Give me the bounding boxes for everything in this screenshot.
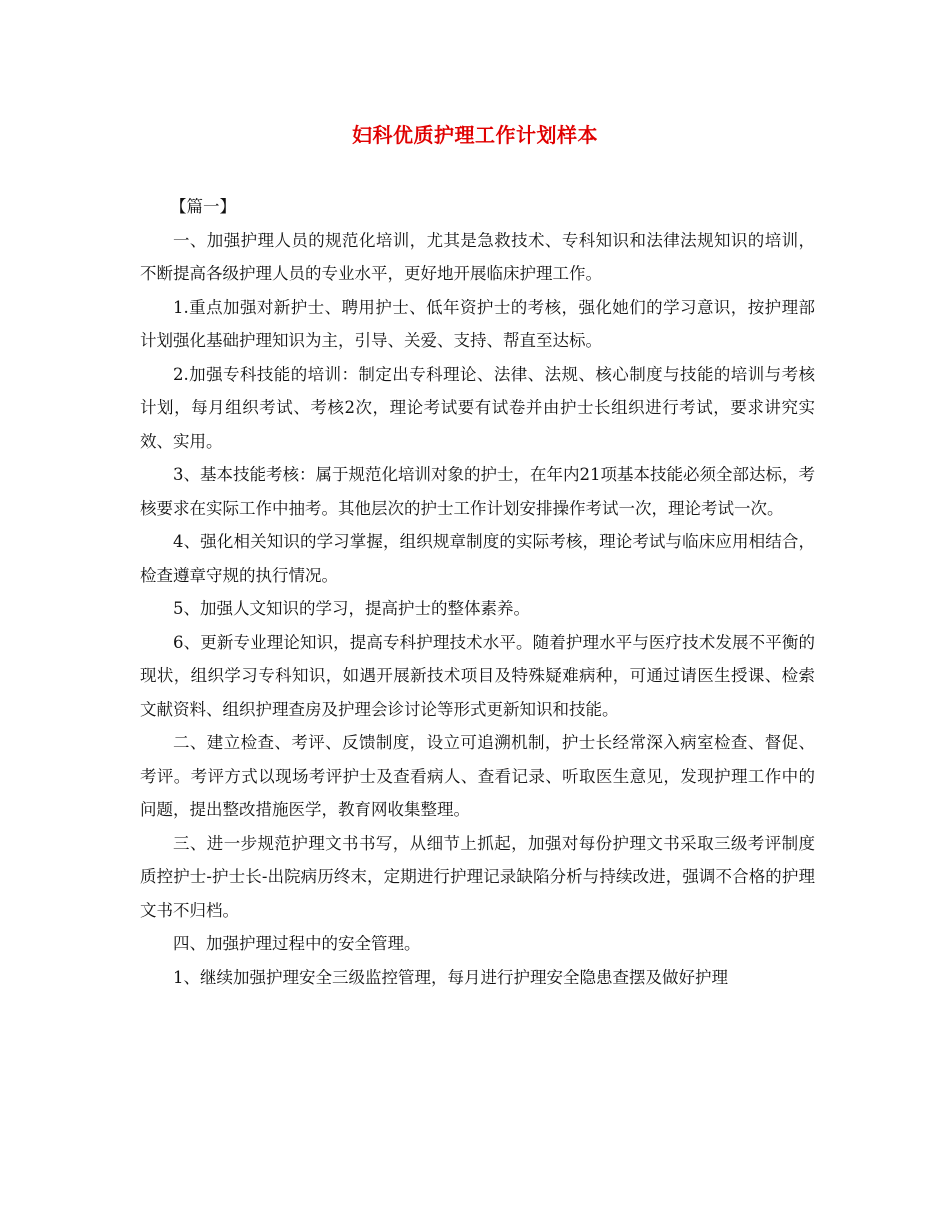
paragraph: 一、加强护理人员的规范化培训，尤其是急救技术、专科知识和法律法规知识的培训，不断提高各级护理人员的专业水平，更好地开展临床护理工作。 xyxy=(140,230,815,283)
paragraph: 1、继续加强护理安全三级监控管理，每月进行护理安全隐患查摆及做好护理 xyxy=(173,967,728,987)
paragraph: 2.加强专科技能的培训：制定出专科理论、法律、法规、核心制度与技能的培训与考核计划，每月组织考试、考核2次，理论考试要有试卷并由护士长组织进行考试，要求讲究实效、实用。 xyxy=(140,364,815,451)
paragraph: 四、加强护理过程中的安全管理。 xyxy=(173,934,421,953)
paragraph: 二、建立检查、考评、反馈制度，设立可追溯机制，护士长经常深入病室检查、督促、考评。考评方式以现场考评护士及查看病人、查看记录、听取医生意见，发现护理工作中的问题，提出整改措施医学，教育网收集整理。 xyxy=(140,733,815,819)
paragraph: 6、更新专业理论知识，提高专科护理技术水平。随着护理水平与医疗技术发展不平衡的现状，组织学习专科知识，如遇开展新技术项目及特殊疑难病种，可通过请医生授课、检索文献资料、组织护理查房及护理会诊讨论等形式更新知识和技能。 xyxy=(140,632,815,719)
document-body xyxy=(140,190,815,994)
section-heading: 【篇一】 xyxy=(170,197,236,216)
paragraph: 3、基本技能考核：属于规范化培训对象的护士，在年内21项基本技能必须全部达标，考核要求在实际工作中抽考。其他层次的护士工作计划安排操作考试一次，理论考试一次。 xyxy=(140,465,815,518)
paragraph: 三、进一步规范护理文书书写，从细节上抓起，加强对每份护理文书采取三级考评制度质控护士-护士长-出院病历终末，定期进行护理记录缺陷分析与持续改进，强调不合格的护理文书不归档。 xyxy=(140,833,815,920)
document-title: 妇科优质护理工作计划样本 xyxy=(352,123,598,147)
paragraph: 1.重点加强对新护士、聘用护士、低年资护士的考核，强化她们的学习意识，按护理部计划强化基础护理知识为主，引导、关爱、支持、帮直至达标。 xyxy=(140,297,815,350)
paragraph: 4、强化相关知识的学习掌握，组织规章制度的实际考核，理论考试与临床应用相结合，检查遵章守规的执行情况。 xyxy=(140,532,815,585)
paragraph: 5、加强人文知识的学习，提高护士的整体素养。 xyxy=(173,599,530,618)
